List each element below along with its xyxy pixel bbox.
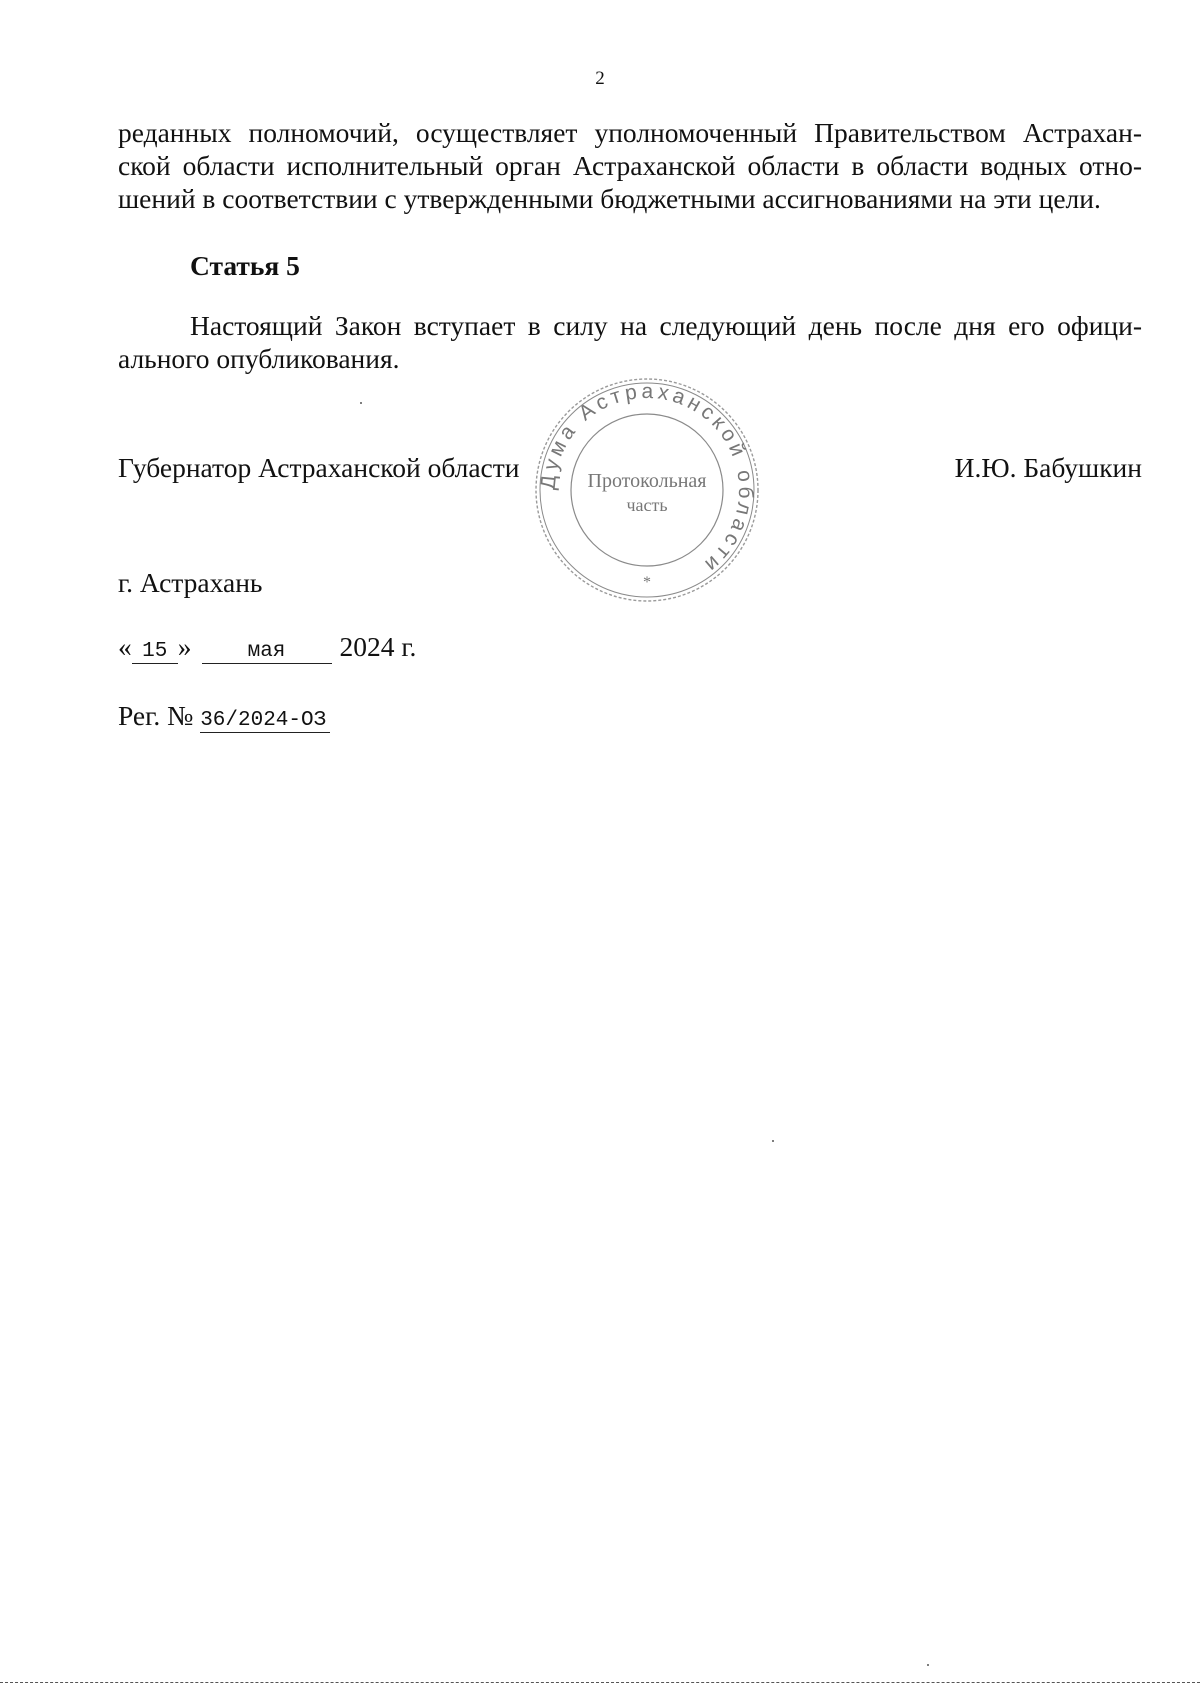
article-heading: Статья 5: [190, 250, 300, 281]
registration: [118, 700, 330, 733]
stamp-center-line-1: Протокольная: [587, 470, 707, 492]
stamp-center-line-2: часть: [626, 495, 668, 515]
page-bottom-edge: [0, 1682, 1200, 1683]
paragraph-line: реданных полномочий, осуществляет уполномоченный Правительством Астрахан-: [118, 117, 1142, 148]
paragraph-line: шений в соответствии с утвержденными бюджетными ассигнованиями на эти цели.: [118, 183, 1101, 214]
paragraph-line: ской области исполнительный орган Астраханской области в области водных отно-: [118, 150, 1142, 181]
stamp-ring-text: Дума Астраханской области: [536, 379, 758, 579]
date-close-quote: »: [177, 631, 192, 662]
paragraph-line: ального опубликования.: [118, 343, 400, 374]
official-stamp: [532, 375, 762, 605]
date-day: 15: [132, 640, 178, 664]
scan-speck: [360, 402, 362, 404]
registration-prefix: Рег. №: [118, 700, 194, 731]
paragraph-line: Настоящий Закон вступает в силу на следующий день после дня его офици-: [190, 310, 1142, 341]
city: г. Астрахань: [118, 567, 263, 598]
scan-speck: [927, 1664, 929, 1666]
page-number: 2: [595, 68, 605, 89]
date-year: 2024 г.: [339, 631, 417, 662]
date-open-quote: «: [118, 631, 132, 662]
date-month: мая: [202, 640, 332, 664]
scan-speck: [772, 1140, 774, 1142]
paragraph-transferred-powers: [118, 116, 1142, 215]
signatory-name: И.Ю. Бабушкин: [954, 452, 1142, 483]
stamp-star: *: [643, 574, 651, 591]
registration-number: 36/2024-ОЗ: [200, 709, 330, 733]
signing-date: [118, 631, 416, 664]
paragraph-entry-into-force: [118, 309, 1142, 375]
signatory-title: Губернатор Астраханской области: [118, 452, 520, 483]
